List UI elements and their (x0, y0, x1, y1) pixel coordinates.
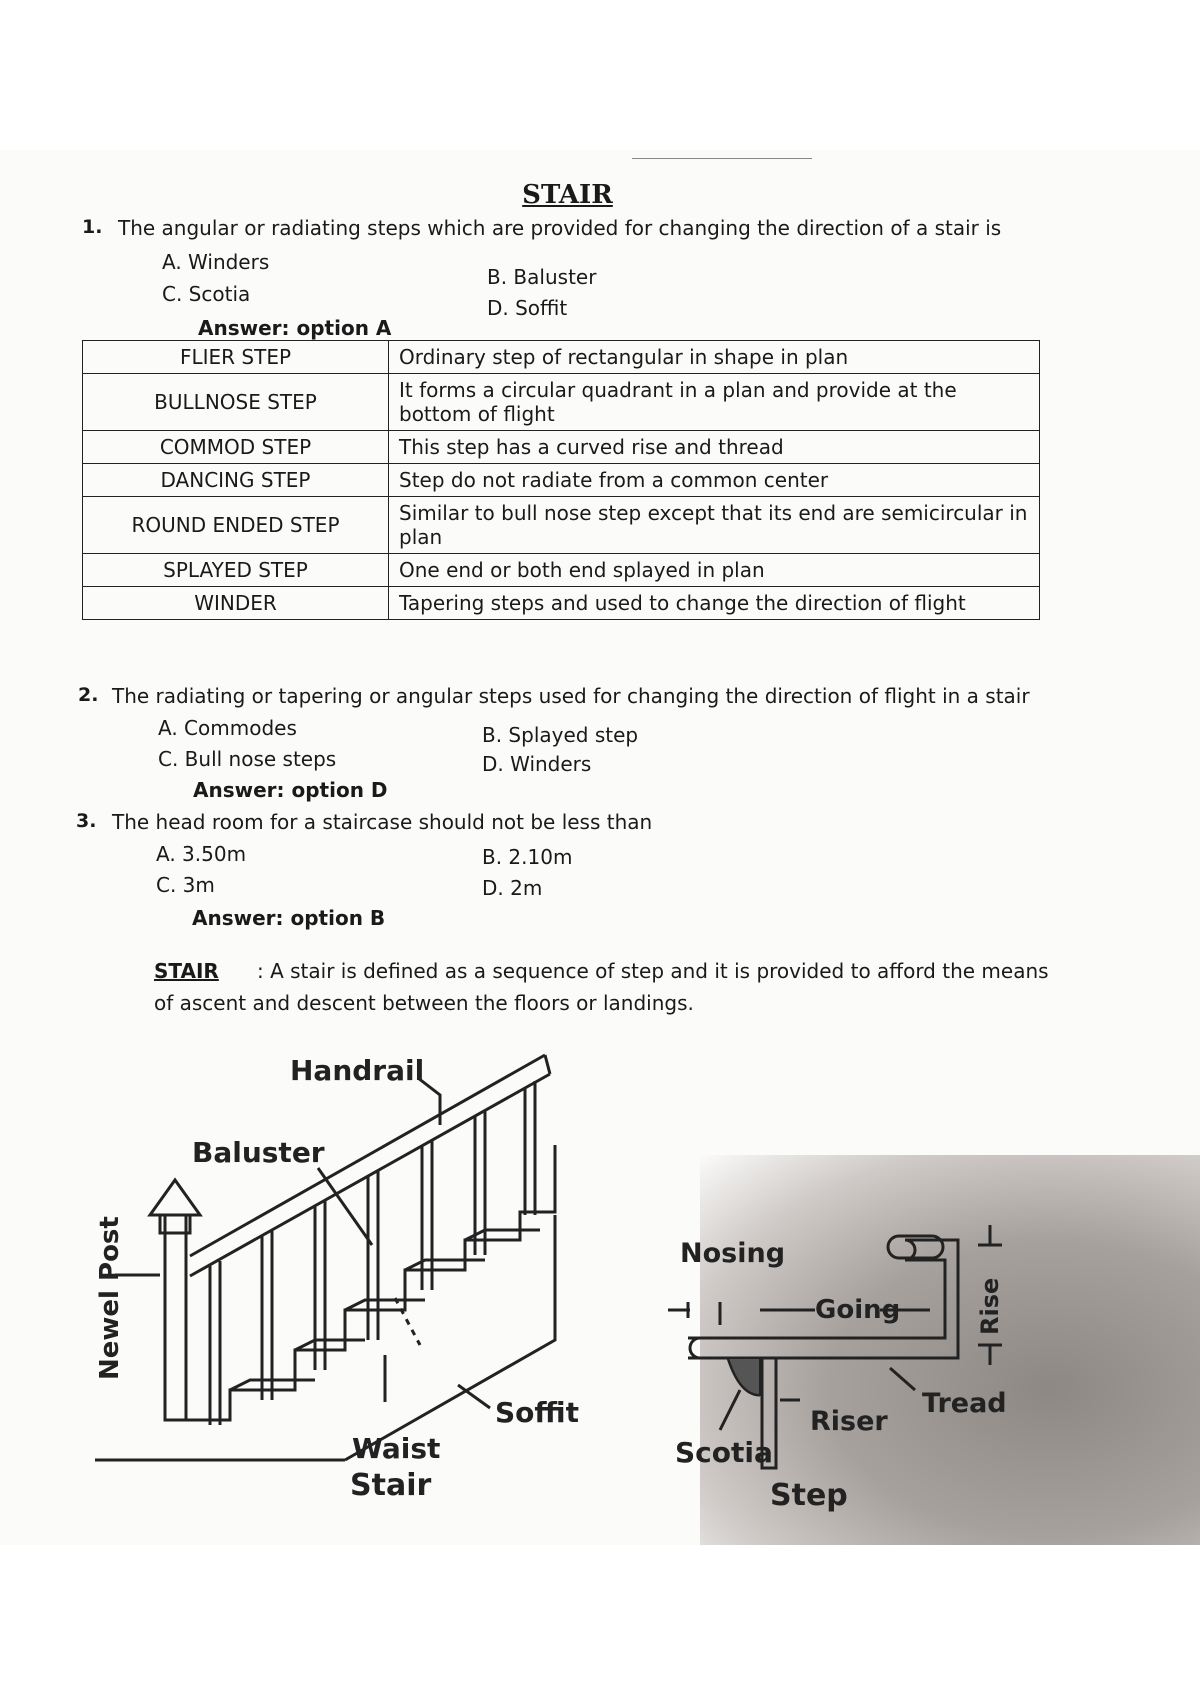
label-riser: Riser (810, 1406, 888, 1437)
label-rise: Rise (976, 1277, 1004, 1335)
baluster-shape (210, 1261, 220, 1425)
label-soffit: Soffit (495, 1396, 580, 1429)
baluster-shape (315, 1201, 325, 1370)
page-title: STAIR (522, 180, 613, 210)
step-description: Ordinary step of rectangular in shape in plan (389, 341, 1040, 374)
tread-arrow (890, 1368, 915, 1390)
scotia-arrow (720, 1390, 740, 1430)
question-2-option-b: B. Splayed step (482, 723, 639, 747)
question-1-option-c: C. Scotia (162, 282, 251, 306)
question-1-text: The angular or radiating steps which are provided for changing the direction of a stair is (118, 216, 1002, 240)
baluster-shape (262, 1231, 272, 1400)
newel-post (165, 1215, 186, 1420)
table-row (83, 554, 1040, 587)
baluster-shape (368, 1171, 378, 1340)
question-2-number: 2. (78, 684, 99, 706)
table-row (83, 431, 1040, 464)
stair-diagrams (0, 1040, 1200, 1540)
step-name: WINDER (83, 587, 389, 620)
label-nosing: Nosing (680, 1238, 786, 1269)
nosing-marker (668, 1302, 690, 1318)
question-1-number: 1. (82, 216, 103, 238)
question-2-answer: Answer: option D (193, 778, 388, 802)
step-name: ROUND ENDED STEP (83, 497, 389, 554)
step-description: One end or both end splayed in plan (389, 554, 1040, 587)
step-description: It forms a circular quadrant in a plan and provide at the bottom of flight (389, 374, 1040, 431)
question-1-answer: Answer: option A (198, 316, 392, 340)
question-3-option-d: D. 2m (482, 876, 543, 900)
step-description: This step has a curved rise and thread (389, 431, 1040, 464)
definition-term: STAIR (154, 959, 219, 983)
soffit-arrow (458, 1385, 490, 1408)
question-1-option-d: D. Soffit (487, 296, 568, 320)
step-name: DANCING STEP (83, 464, 389, 497)
table-row (83, 464, 1040, 497)
step-profile (186, 1145, 555, 1420)
question-2-text: The radiating or tapering or angular steps used for changing the direction of flight in a stair (112, 684, 1030, 708)
label-handrail: Handrail (290, 1054, 425, 1087)
table-row (83, 497, 1040, 554)
question-3-option-a: A. 3.50m (156, 842, 247, 866)
question-2-option-c: C. Bull nose steps (158, 747, 337, 771)
table-row (83, 341, 1040, 374)
top-rule (632, 158, 812, 159)
question-3-text: The head room for a staircase should not be less than (112, 810, 653, 834)
label-tread: Tread (922, 1388, 1007, 1419)
question-3-option-b: B. 2.10m (482, 845, 573, 869)
question-3-answer: Answer: option B (192, 906, 386, 930)
stair-definition (154, 955, 1054, 1019)
step-name: COMMOD STEP (83, 431, 389, 464)
label-newel-post: Newel Post (95, 1216, 125, 1380)
step-name: FLIER STEP (83, 341, 389, 374)
question-3-option-c: C. 3m (156, 873, 215, 897)
definition-text: : A stair is defined as a sequence of step and it is provided to afford the means of ascent and descent between the floors or landings. (154, 959, 1049, 1015)
step-name: SPLAYED STEP (83, 554, 389, 587)
label-baluster: Baluster (192, 1136, 325, 1169)
label-going: Going (815, 1295, 901, 1325)
baluster-shape (422, 1140, 432, 1290)
step-types-table (82, 340, 1040, 620)
table-row (83, 374, 1040, 431)
question-1-option-b: B. Baluster (487, 265, 597, 289)
label-waist: Waist (352, 1432, 441, 1465)
label-scotia: Scotia (675, 1436, 773, 1469)
label-stair-caption: Stair (350, 1468, 432, 1503)
tread-lines (688, 1338, 945, 1358)
table-row (83, 587, 1040, 620)
label-step-caption: Step (770, 1478, 848, 1513)
newel-post-cap (150, 1180, 200, 1215)
baluster-shape (525, 1081, 535, 1215)
question-1-option-a: A. Winders (162, 250, 270, 274)
question-3-number: 3. (76, 810, 97, 832)
question-2-option-d: D. Winders (482, 752, 592, 776)
stair-drawing (95, 1055, 555, 1460)
step-description: Step do not radiate from a common center (389, 464, 1040, 497)
step-description: Similar to bull nose step except that its end are semicircular in plan (389, 497, 1040, 554)
step-description: Tapering steps and used to change the direction of flight (389, 587, 1040, 620)
waist-line (395, 1298, 420, 1345)
step-name: BULLNOSE STEP (83, 374, 389, 431)
question-2-option-a: A. Commodes (158, 716, 297, 740)
